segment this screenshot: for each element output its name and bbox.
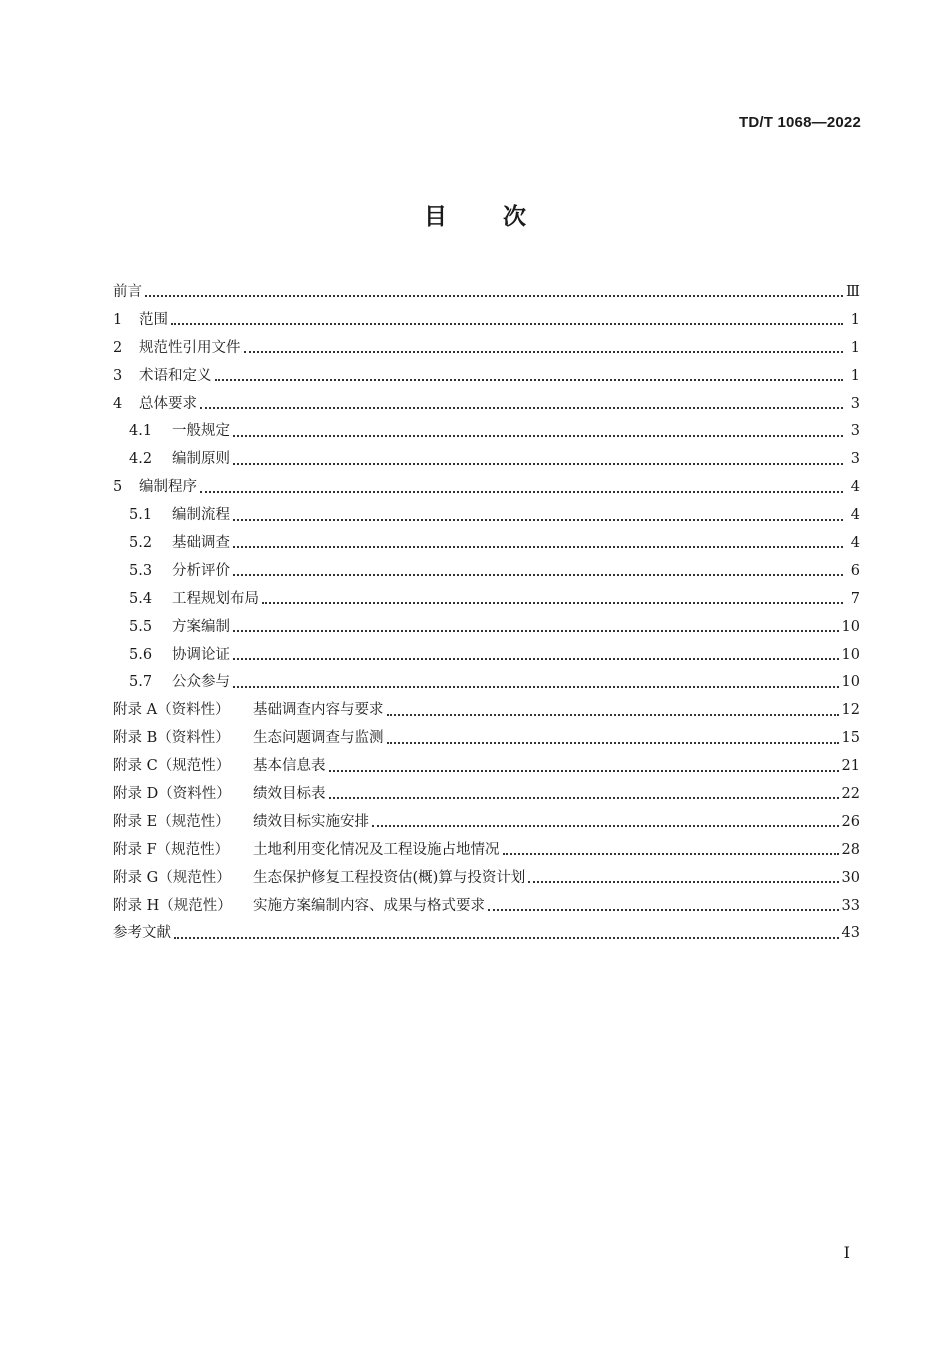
toc-entry-page: 3 [850,451,860,468]
dot-leader [528,880,838,883]
toc-entry-title: 生态保护修复工程投资估(概)算与投资计划 [253,869,526,886]
toc-entry-title: 前言 [113,284,142,300]
toc-entry-title: 公众参与 [172,674,230,691]
toc-entry[interactable] [113,391,860,419]
dot-leader [387,713,839,716]
page-title: 目次 [424,204,582,230]
dot-leader [145,294,843,297]
toc-entry-title: 基础调查 [172,535,230,552]
toc-entry-title: 绩效目标实施安排 [253,813,369,830]
toc-entry-page: 21 [841,758,860,775]
toc-entry[interactable] [113,725,860,753]
toc-entry-title: 生态问题调查与监测 [253,730,384,747]
toc-entry-page: 15 [841,730,860,747]
toc-entry-page: 10 [841,674,860,691]
toc-entry-number: 5.5 [129,618,153,635]
toc-entry[interactable] [113,837,860,865]
dot-leader [233,518,843,521]
toc-entry-title: 协调论证 [172,646,230,663]
dot-leader [329,796,839,799]
toc-entry[interactable] [113,697,860,725]
toc-entry-page: 4 [850,535,860,552]
dot-leader [233,629,839,632]
toc-entry[interactable] [113,893,860,921]
toc-entry-title: 基本信息表 [253,758,326,775]
toc-entry-page: 33 [841,897,860,914]
toc-entry-title: 范围 [139,311,168,328]
dot-leader [503,852,839,855]
dot-leader [329,769,839,772]
toc-entry[interactable] [113,809,860,837]
toc-entry-number: 附录 B（资料性） [113,730,230,747]
toc-entry[interactable] [113,307,860,335]
toc-entry-title: 土地利用变化情况及工程设施占地情况 [253,841,500,858]
dot-leader [244,350,844,353]
toc-entry-page: 6 [850,562,860,579]
toc-entry-page: 22 [841,786,860,803]
dot-leader [233,685,839,688]
toc-entry-number: 5.2 [129,535,153,552]
toc-entry-page: 1 [850,311,860,328]
toc-entry-title: 分析评价 [172,562,230,579]
toc-entry[interactable] [113,753,860,781]
toc-entry-number: 5.1 [129,507,153,524]
toc-entry-number: 5.6 [129,646,153,663]
toc-entry[interactable] [113,279,860,307]
toc-entry-page: 1 [850,339,860,356]
toc-entry[interactable] [113,781,860,809]
toc-entry-page: 10 [841,618,860,635]
toc-entry-title: 编制原则 [172,451,230,468]
toc-entry-title: 实施方案编制内容、成果与格式要求 [253,897,485,914]
toc-entry-number: 4 [113,395,123,412]
toc-entry[interactable] [113,474,860,502]
toc-entry-title: 总体要求 [139,395,197,412]
toc-entry-number: 5.7 [129,674,153,691]
page-number: I [843,1243,850,1262]
dot-leader [387,741,839,744]
toc-entry[interactable] [113,586,860,614]
toc-entry-title: 工程规划布局 [172,590,259,607]
toc-entry[interactable] [113,363,860,391]
toc-entry-page: 4 [850,507,860,524]
toc-entry[interactable] [113,558,860,586]
dot-leader [200,490,843,493]
toc-entry[interactable] [113,335,860,363]
toc-entry[interactable] [113,865,860,893]
dot-leader [171,322,843,325]
toc-entry-number: 5.4 [129,590,153,607]
toc-entry-page: 10 [841,646,860,663]
document-number: TD/T 1068—2022 [738,114,861,131]
toc-entry-title: 编制程序 [139,479,197,496]
dot-leader [200,406,843,409]
toc-entry[interactable] [113,502,860,530]
toc-entry-title: 规范性引用文件 [139,339,241,356]
toc-entry-number: 附录 C（规范性） [113,758,231,775]
table-of-contents [113,279,860,948]
toc-entry-number: 附录 H（规范性） [113,897,232,914]
toc-entry-number: 1 [113,311,123,328]
toc-entry-title: 绩效目标表 [253,786,326,803]
toc-entry-number: 附录 G（规范性） [113,869,231,886]
toc-entry-number: 附录 A（资料性） [113,702,230,719]
toc-entry-title: 参考文献 [113,925,171,942]
toc-entry[interactable] [113,642,860,670]
toc-entry-number: 5 [113,479,123,496]
toc-entry[interactable] [113,418,860,446]
toc-entry[interactable] [113,530,860,558]
toc-entry-page: 28 [841,841,860,858]
dot-leader [174,936,839,939]
toc-entry-title: 方案编制 [172,618,230,635]
toc-entry-page: 43 [841,925,860,942]
dot-leader [233,573,843,576]
toc-entry-page: 4 [850,479,860,496]
toc-entry-title: 编制流程 [172,507,230,524]
toc-entry-title: 术语和定义 [139,367,212,384]
toc-entry-page: 7 [850,590,860,607]
toc-entry-page: 30 [841,869,860,886]
toc-entry-number: 附录 E（规范性） [113,813,230,830]
dot-leader [372,824,839,827]
toc-entry-number: 附录 F（规范性） [113,841,230,858]
toc-entry[interactable] [113,446,860,474]
toc-entry-title: 基础调查内容与要求 [253,702,384,719]
toc-entry[interactable] [113,920,860,948]
dot-leader [262,601,843,604]
toc-entry-number: 4.1 [129,423,153,440]
toc-entry-page: 3 [850,423,860,440]
toc-entry-page: 26 [841,813,860,830]
toc-entry[interactable] [113,669,860,697]
toc-entry-page: 12 [841,702,860,719]
toc-entry[interactable] [113,614,860,642]
toc-entry-number: 附录 D（资料性） [113,786,231,803]
dot-leader [233,657,839,660]
dot-leader [215,378,844,381]
toc-entry-page: 3 [850,395,860,412]
dot-leader [233,545,843,548]
toc-entry-number: 5.3 [129,562,153,579]
dot-leader [233,434,843,437]
toc-entry-number: 4.2 [129,451,153,468]
dot-leader [233,462,843,465]
toc-entry-page: 1 [850,367,860,384]
dot-leader [488,908,839,911]
toc-entry-title: 一般规定 [172,423,230,440]
toc-entry-number: 2 [113,339,123,356]
toc-entry-page: Ⅲ [846,284,860,300]
toc-entry-number: 3 [113,367,123,384]
